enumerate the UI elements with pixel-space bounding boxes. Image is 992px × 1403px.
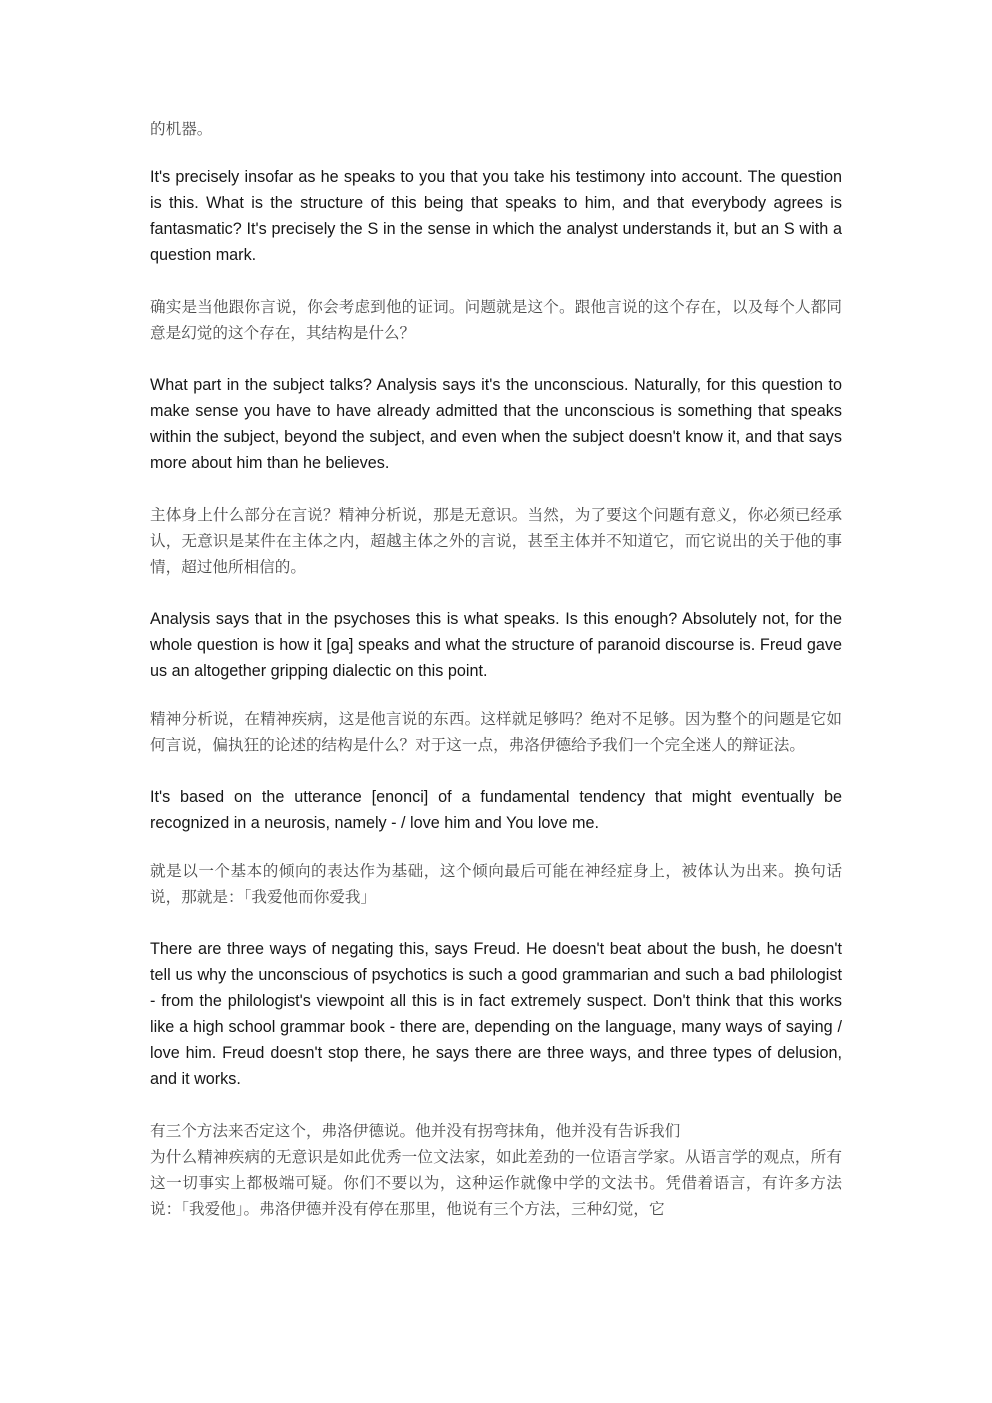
paragraph-en-2: What part in the subject talks? Analysis says it's the unconscious. Naturally, for this question to make sense you have to have already admitted that the unconscious is something that speaks within the subject, beyond the subject, and even when the subject doesn't know it, and that says more about him than he believes. bbox=[150, 376, 842, 472]
paragraph-en-3: Analysis says that in the psychoses this is what speaks. Is this enough? Absolutely not, for the whole question is how it [ga] speaks and what the structure of paranoid discourse is. Freud gave us an altogether gripping dialectic on this point. bbox=[150, 610, 842, 680]
paragraph-zh-1: 的机器。 bbox=[150, 120, 213, 138]
paragraph-zh-4: 精神分析说，在精神疾病，这是他言说的东西。这样就足够吗？绝对不足够。因为整个的问题是它如何言说，偏执狂的论述的结构是什么？对于这一点，弗洛伊德给予我们一个完全迷人的辩证法。 bbox=[150, 710, 842, 754]
paragraph-en-4: It's based on the utterance [enonci] of a fundamental tendency that might eventually be recognized in a neurosis, namely - / love him and You love me. bbox=[150, 788, 842, 832]
paragraph-en-5: There are three ways of negating this, says Freud. He doesn't beat about the bush, he doesn't tell us why the unconscious of psychotics is such a good grammarian and such a bad philologist - from the philologist's viewpoint all this is in fact extremely suspect. Don't think that this works like a high school grammar book - there are, depending on the language, many ways of saying / love him. Freud doesn't stop there, he says there are three ways, and three types of delusion, and it works. bbox=[150, 940, 842, 1088]
document-page bbox=[150, 116, 842, 1222]
paragraph-zh-3: 主体身上什么部分在言说？精神分析说，那是无意识。当然，为了要这个问题有意义，你必须已经承认，无意识是某件在主体之内，超越主体之外的言说，甚至主体并不知道它，而它说出的关于他的事情，超过他所相信的。 bbox=[150, 506, 842, 576]
paragraph-zh-6: 有三个方法来否定这个，弗洛伊德说。他并没有拐弯抹角，他并没有告诉我们 为什么精神疾病的无意识是如此优秀一位文法家，如此差劲的一位语言学家。从语言学的观点，所有这一切事实上都极端可疑。你们不要以为，这种运作就像中学的文法书。凭借着语言，有许多方法说：「我爱他」。弗洛伊德并没有停在那里，他说有三个方法，三种幻觉，它 bbox=[150, 1122, 842, 1218]
paragraph-zh-5: 就是以一个基本的倾向的表达作为基础，这个倾向最后可能在神经症身上，被体认为出来。换句话说，那就是：「我爱他而你爱我」 bbox=[150, 862, 842, 906]
paragraph-zh-2: 确实是当他跟你言说，你会考虑到他的证词。问题就是这个。跟他言说的这个存在，以及每个人都同意是幻觉的这个存在，其结构是什么？ bbox=[150, 298, 842, 342]
paragraph-en-1: It's precisely insofar as he speaks to you that you take his testimony into account. The question is this. What is the structure of this being that speaks to him, and that everybody agrees is fantasmatic? It's precisely the S in the sense in which the analyst understands it, but an S with a question mark. bbox=[150, 168, 842, 264]
